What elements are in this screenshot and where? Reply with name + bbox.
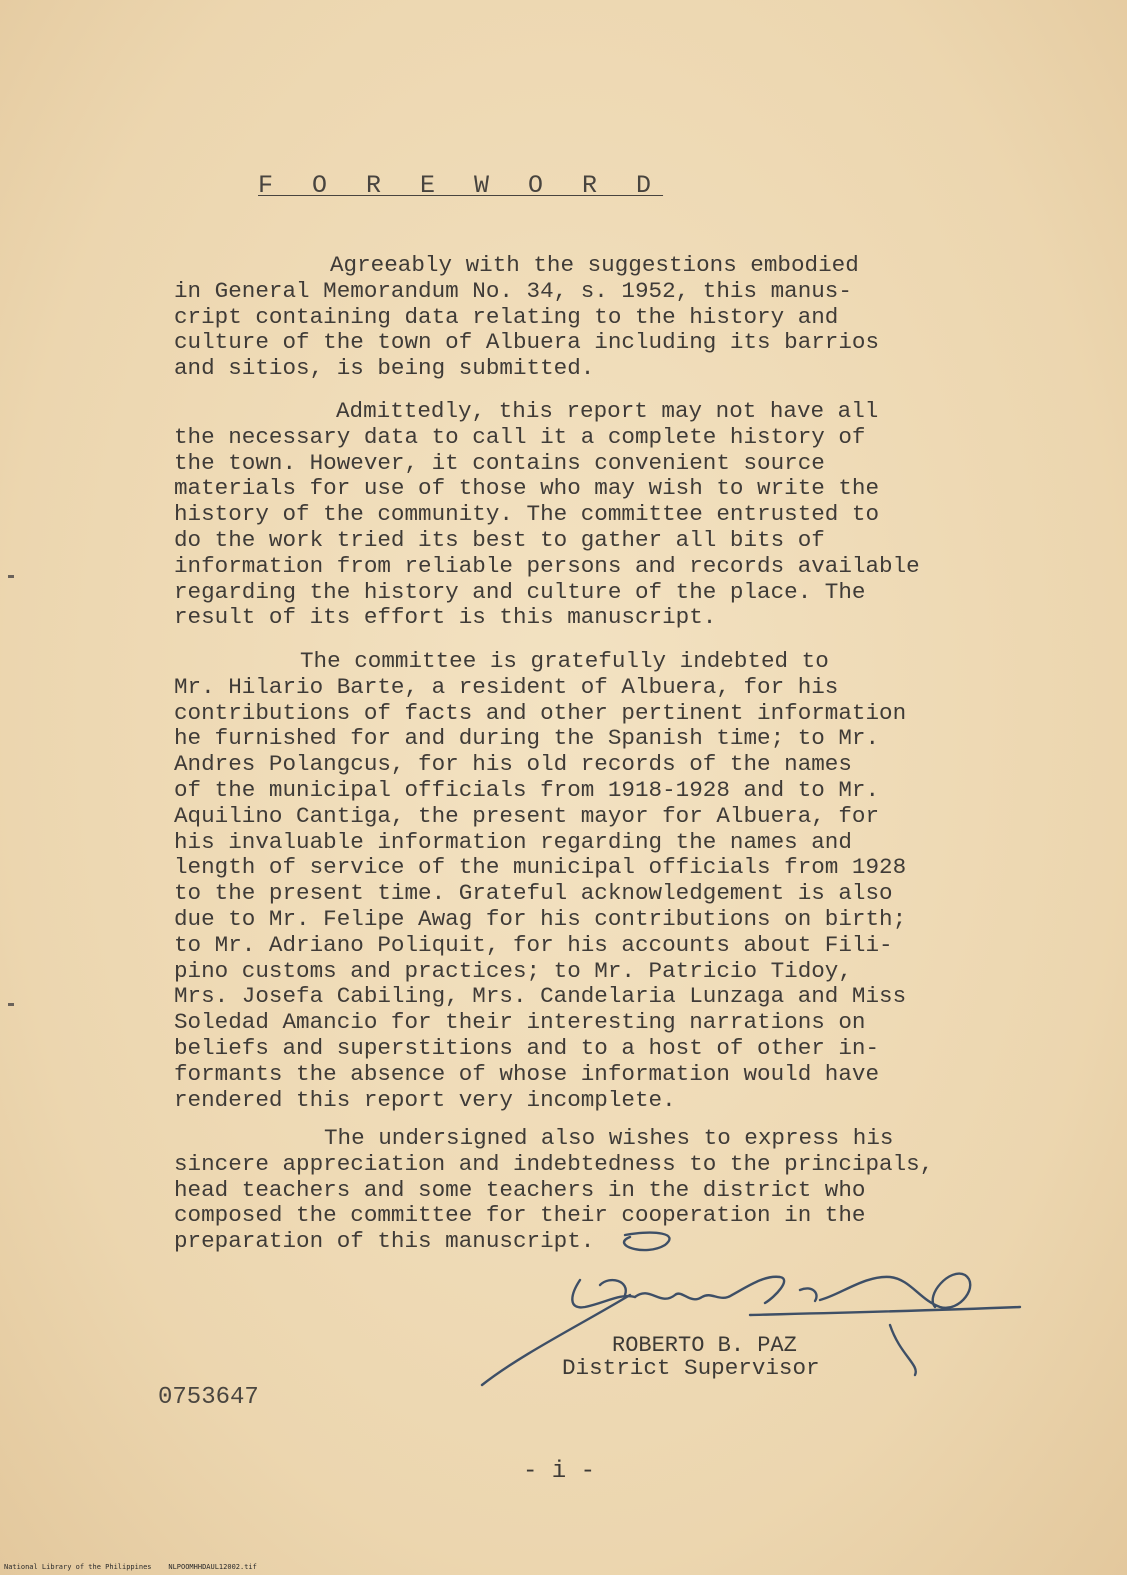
text-line: formants the absence of whose information would have: [174, 1060, 880, 1087]
text-line: Andres Polangcus, for his old records of the names: [174, 751, 852, 778]
text-line: contributions of facts and other pertinent information: [174, 699, 907, 726]
text-line: pino customs and practices; to Mr. Patricio Tidoy,: [174, 957, 852, 984]
accession-number: 0753647: [158, 1384, 259, 1411]
text-line: in General Memorandum No. 34, s. 1952, this manus-: [174, 277, 852, 304]
text-line: Soledad Amancio for their interesting narrations on: [174, 1009, 866, 1036]
text-line: regarding the history and culture of the place. The: [174, 578, 866, 605]
paragraph-1: [174, 253, 879, 382]
text-line: cript containing data relating to the history and: [174, 303, 839, 330]
text-line: beliefs and superstitions and to a host of other in-: [174, 1034, 880, 1061]
text-line: The committee is gratefully indebted to: [300, 648, 829, 674]
text-line: preparation of this manuscript.: [174, 1228, 595, 1255]
text-line: Agreeably with the suggestions embodied: [330, 252, 859, 278]
margin-mark: [8, 575, 14, 578]
document-title: F O R E W O R D: [258, 171, 664, 200]
text-line: information from reliable persons and records available: [174, 552, 920, 579]
text-line: his invaluable information regarding the names and: [174, 828, 852, 855]
margin-mark: [8, 1003, 14, 1006]
text-line: composed the committee for their cooperation in the: [174, 1202, 866, 1229]
text-line: The undersigned also wishes to express his: [324, 1125, 894, 1151]
text-line: Mr. Hilario Barte, a resident of Albuera, for his: [174, 673, 839, 700]
paragraph-2: [174, 399, 920, 631]
text-line: the necessary data to call it a complete history of: [174, 423, 866, 450]
text-line: result of its effort is this manuscript.: [174, 604, 717, 631]
text-line: do the work tried its best to gather all bits of: [174, 526, 825, 553]
text-line: and sitios, is being submitted.: [174, 355, 595, 382]
text-line: head teachers and some teachers in the district who: [174, 1176, 866, 1203]
text-line: history of the community. The committee entrusted to: [174, 501, 880, 528]
text-line: rendered this report very incomplete.: [174, 1086, 676, 1113]
text-line: of the municipal officials from 1918-1928 and to Mr.: [174, 776, 880, 803]
text-line: he furnished for and during the Spanish time; to Mr.: [174, 725, 880, 752]
text-line: to Mr. Adriano Poliquit, for his accounts about Fili-: [174, 931, 893, 958]
text-line: the town. However, it contains convenient source: [174, 449, 825, 476]
text-line: materials for use of those who may wish to write the: [174, 475, 880, 502]
text-line: Admittedly, this report may not have all: [336, 398, 879, 424]
scan-footer: National Library of the Philippines NLPOOMHHDAUL12002.tif: [4, 1563, 257, 1571]
text-line: due to Mr. Felipe Awag for his contributions on birth;: [174, 905, 907, 932]
text-line: length of service of the municipal officials from 1928: [174, 854, 907, 881]
text-line: to the present time. Grateful acknowledgement is also: [174, 880, 893, 907]
text-line: Mrs. Josefa Cabiling, Mrs. Candelaria Lunzaga and Miss: [174, 983, 907, 1010]
signatory-title: District Supervisor: [562, 1355, 820, 1381]
page-number: - i -: [523, 1458, 596, 1485]
text-line: sincere appreciation and indebtedness to the principals,: [174, 1150, 934, 1177]
text-line: culture of the town of Albuera including its barrios: [174, 329, 880, 356]
paragraph-3: [174, 649, 906, 1113]
signatory-name: ROBERTO B. PAZ: [612, 1333, 797, 1358]
text-line: Aquilino Cantiga, the present mayor for Albuera, for: [174, 802, 880, 829]
